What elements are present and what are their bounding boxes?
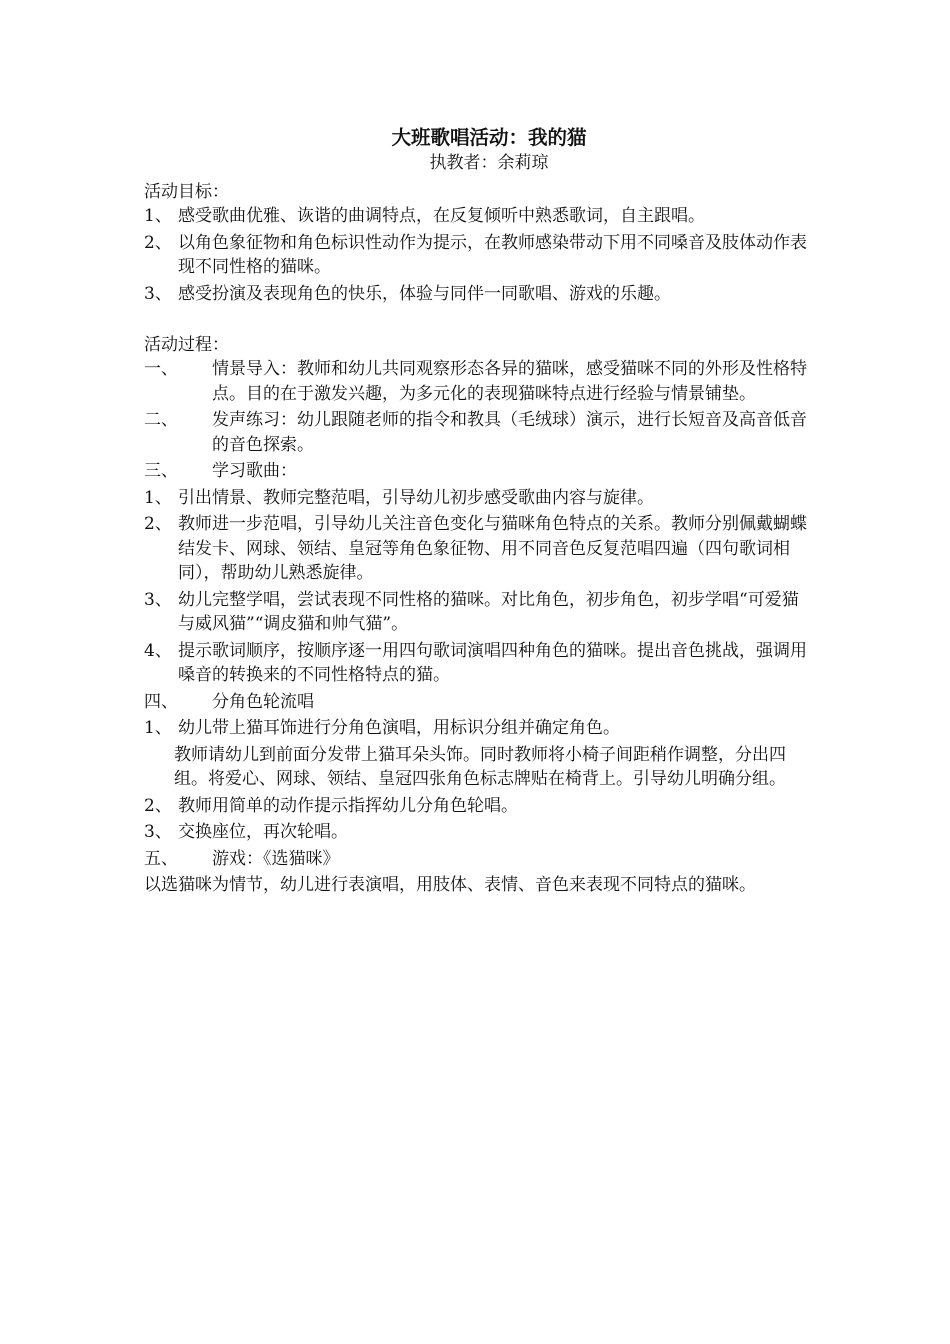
section-text: 分角色轮流唱 [212, 691, 314, 712]
document-author: 执教者：余莉琼 [429, 153, 549, 173]
goal-number: 3、 [144, 283, 172, 304]
goal-item [144, 204, 814, 229]
document-body [144, 124, 814, 898]
goal-item [144, 231, 814, 280]
item-text: 幼儿完整学唱，尝试表现不同性格的猫咪。对比角色，初步角色，初步学唱“可爱猫与威风猫”“调皮猫和帅气猫”。 [178, 589, 799, 634]
section-text: 情景导入：教师和幼儿共同观察形态各异的猫咪，感受猫咪不同的外形及性格特点。目的在于激发兴趣，为多元化的表现猫咪特点进行经验与情景铺垫。 [212, 359, 807, 404]
item-text: 幼儿带上猫耳饰进行分角色演唱，用标识分组并确定角色。 [178, 718, 620, 738]
item-detail: 教师请幼儿到前面分发带上猫耳朵头饰。同时教师将小椅子间距稍作调整，分出四组。将爱心、网球、领结、皇冠四张角色标志牌贴在椅背上。引导幼儿明确分组。 [174, 744, 786, 789]
section-text: 发声练习：幼儿跟随老师的指令和教具（毛绒球）演示，进行长短音及高音低音的音色探索。 [212, 410, 807, 455]
section-one [144, 357, 814, 406]
item-number: 1、 [144, 718, 172, 738]
section-text: 游戏：《选猫咪》 [212, 848, 340, 869]
goal-item [144, 282, 814, 307]
goal-text: 感受扮演及表现角色的快乐，体验与同伴一同歌唱、游戏的乐趣。 [178, 283, 671, 304]
list-item [144, 820, 814, 845]
closing-paragraph: 以选猫咪为情节，幼儿进行表演唱，用肢体、表情、音色来表现不同特点的猫咪。 [144, 875, 756, 895]
item-text: 引出情景、教师完整范唱，引导幼儿初步感受歌曲内容与旋律。 [178, 487, 654, 508]
section-text: 学习歌曲： [212, 461, 297, 481]
list-item [144, 588, 814, 637]
item-number: 2、 [144, 795, 172, 816]
goal-text: 感受歌曲优雅、诙谐的曲调特点，在反复倾听中熟悉歌词，自主跟唱。 [178, 206, 705, 226]
section-number: 四、 [144, 691, 178, 712]
section-number: 三、 [144, 461, 178, 481]
section-five [144, 847, 814, 872]
list-item [144, 486, 814, 511]
list-item [144, 639, 814, 688]
item-number: 2、 [144, 514, 172, 534]
goals-heading: 活动目标： [144, 181, 229, 202]
goal-number: 2、 [144, 232, 172, 253]
section-number: 一、 [144, 359, 178, 379]
section-two [144, 408, 814, 457]
list-item [144, 512, 814, 586]
section-four [144, 690, 814, 715]
item-text: 交换座位，再次轮唱。 [178, 822, 348, 842]
list-item [144, 716, 814, 741]
item-number: 3、 [144, 589, 172, 610]
paragraph-gap [144, 308, 814, 333]
goal-text: 以角色象征物和角色标识性动作为提示，在教师感染带动下用不同嗓音及肢体动作表现不同性格的猫咪。 [178, 232, 807, 277]
item-number: 4、 [144, 640, 172, 661]
item-number: 3、 [144, 822, 172, 842]
item-number: 1、 [144, 487, 172, 508]
section-number: 五、 [144, 848, 178, 869]
section-three [144, 459, 814, 484]
item-text: 教师进一步范唱，引导幼儿关注音色变化与猫咪角色特点的关系。教师分别佩戴蝴蝶结发卡、网球、领结、皇冠等角色象征物、用不同音色反复范唱四遍（四句歌词相同），帮助幼儿熟悉旋律。 [178, 514, 807, 583]
process-heading: 活动过程： [144, 334, 229, 355]
goal-number: 1、 [144, 206, 172, 226]
item-text: 提示歌词顺序，按顺序逐一用四句歌词演唱四种角色的猫咪。提出音色挑战，强调用嗓音的转换来的不同性格特点的猫。 [178, 640, 807, 685]
section-number: 二、 [144, 410, 178, 430]
list-item [144, 794, 814, 819]
document-title: 大班歌唱活动：我的猫 [391, 126, 587, 149]
item-text: 教师用简单的动作提示指挥幼儿分角色轮唱。 [178, 795, 518, 816]
